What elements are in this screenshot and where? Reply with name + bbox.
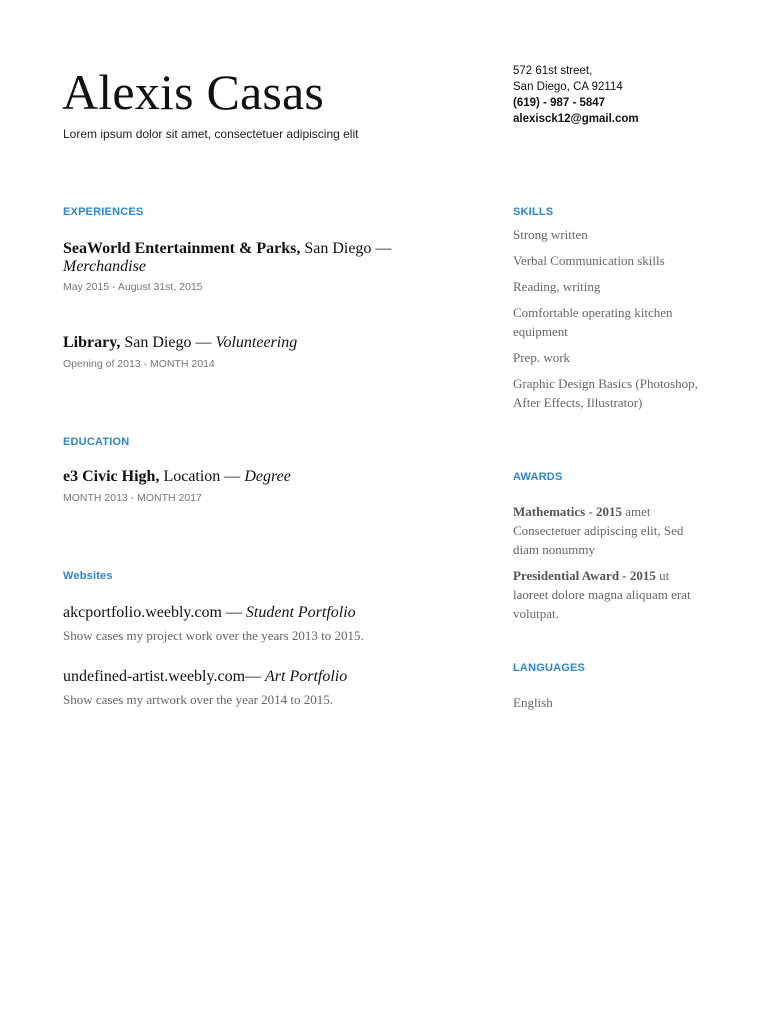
skill-item: Verbal Communication skills [513, 253, 665, 268]
website-label: Student Portfolio [245, 604, 356, 621]
award-title: Presidential Award - 2015 [513, 568, 656, 583]
experience-org: SeaWorld Entertainment & Parks, [63, 240, 301, 257]
resume-name: Alexis Casas [62, 64, 325, 120]
languages-list [513, 693, 703, 719]
website-sep: — [221, 604, 246, 621]
contact-block [513, 63, 639, 127]
award-item [513, 566, 703, 623]
experience-location: San Diego — [300, 240, 392, 257]
email[interactable]: alexisck12@gmail.com [513, 113, 639, 125]
award-item [513, 502, 703, 559]
experience-role: Merchandise [63, 258, 146, 275]
website-url[interactable]: akcportfolio.weebly.com [63, 604, 222, 621]
education-org: e3 Civic High, [63, 468, 160, 485]
website-description: Show cases my project work over the years 2013 to 2015. [63, 628, 364, 643]
websites-heading: Websites [63, 570, 113, 582]
experience-title [63, 240, 463, 276]
experiences-heading: EXPERIENCES [63, 206, 144, 218]
experience-org: Library, [63, 334, 121, 351]
education-title [63, 468, 463, 486]
award-text: amet Consectetuer adipiscing elit, Sed diam nonummy [513, 504, 684, 557]
website-label: Art Portfolio [265, 668, 348, 685]
awards-list [513, 502, 703, 630]
experience-role: Volunteering [215, 334, 298, 351]
award-text: ut laoreet dolore magna aliquam erat volutpat. [513, 568, 691, 621]
language-item: English [513, 695, 553, 710]
skill-item: Comfortable operating kitchen equipment [513, 305, 673, 339]
address-line-2: San Diego, CA 92114 [513, 81, 623, 93]
languages-heading: LANGUAGES [513, 662, 586, 674]
phone: (619) - 987 - 5847 [513, 97, 606, 109]
education-heading: EDUCATION [63, 436, 130, 448]
skill-item: Prep. work [513, 350, 571, 365]
experience-title [63, 334, 463, 352]
awards-heading: AWARDS [513, 471, 563, 483]
address-line-1: 572 61st street, [513, 65, 593, 77]
skill-item: Graphic Design Basics (Photoshop, After Effects, Illustrator) [513, 376, 698, 410]
website-sep: — [245, 668, 266, 685]
tagline: Lorem ipsum dolor sit amet, consectetuer adipiscing elit [63, 127, 359, 141]
skills-heading: SKILLS [513, 206, 554, 218]
website-title [63, 668, 463, 686]
education-dates: MONTH 2013 - MONTH 2017 [63, 492, 202, 504]
experience-dates: May 2015 - August 31st, 2015 [63, 281, 203, 293]
award-title: Mathematics - 2015 [513, 504, 623, 519]
website-description: Show cases my artwork over the year 2014 to 2015. [63, 692, 334, 707]
experience-location: San Diego — [120, 334, 216, 351]
skills-list [513, 225, 703, 419]
experience-dates: Opening of 2013 - MONTH 2014 [63, 358, 215, 370]
website-title [63, 604, 463, 622]
skill-item: Strong written [513, 227, 588, 242]
website-url[interactable]: undefined-artist.weebly.com [63, 668, 246, 685]
skill-item: Reading, writing [513, 279, 601, 294]
education-degree: Degree [244, 468, 291, 485]
education-location: Location — [159, 468, 245, 485]
